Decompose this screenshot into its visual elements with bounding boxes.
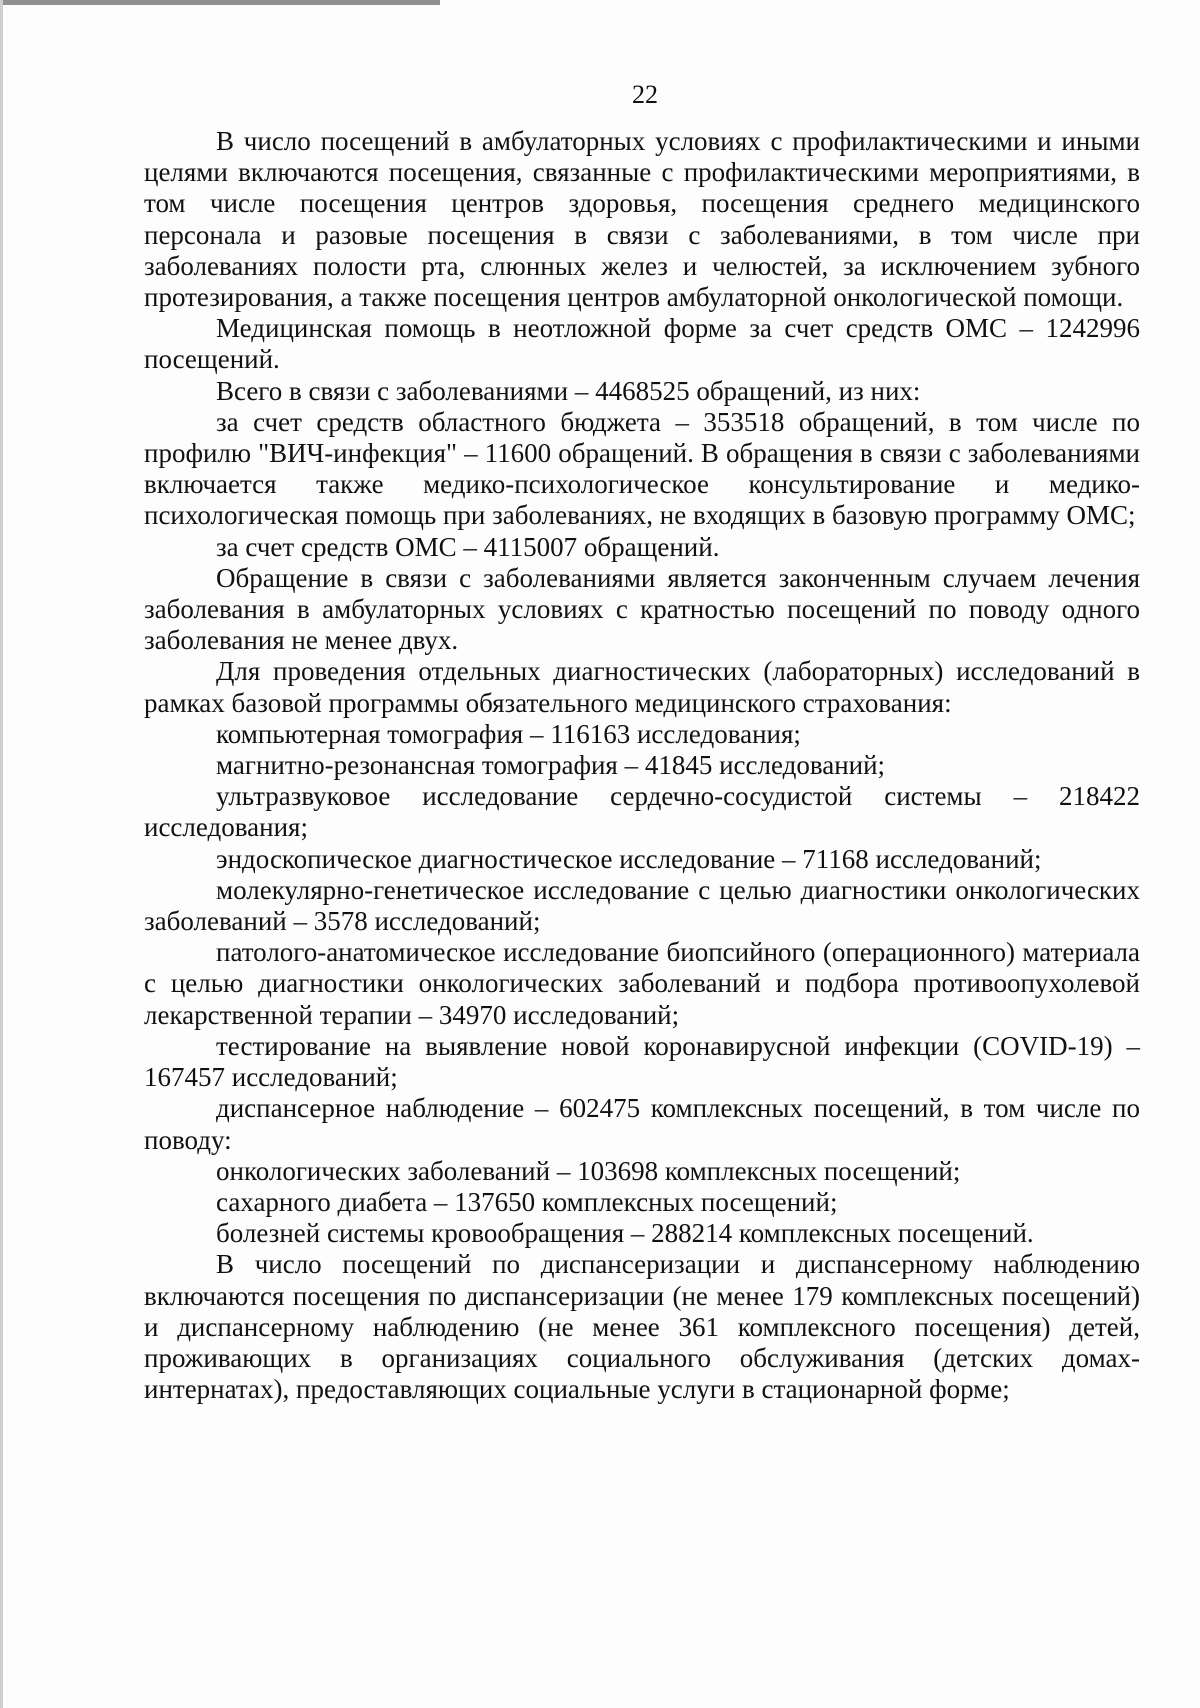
paragraph: В число посещений по диспансеризации и диспансерному наблюдению включаются посещения по диспансеризации (не менее 179 комплексных посещений) и диспансерному наблюдению (не менее 361 комплексного посещения) детей, проживающих в организациях социального обслуживания (детских домах-интернатах), предоставляющих социальные услуги в стационарной форме; bbox=[144, 1249, 1140, 1405]
document-body bbox=[144, 126, 1140, 1405]
list-item: сахарного диабета – 137650 комплексных посещений; bbox=[216, 1186, 838, 1217]
list-item: молекулярно-генетическое исследование с целью диагностики онкологических заболеваний – 3578 исследований; bbox=[144, 874, 1140, 937]
scan-edge-top bbox=[0, 0, 440, 5]
list-item: патолого-анатомическое исследование биопсийного (операционного) материала с целью диагностики онкологических заболеваний и подбора противоопухолевой лекарственной терапии – 34970 исследований; bbox=[144, 937, 1140, 1030]
list-item: ультразвуковое исследование сердечно-сосудистой системы – 218422 исследования; bbox=[144, 781, 1140, 843]
list-item: болезней системы кровообращения – 288214 комплексных посещений. bbox=[216, 1218, 1034, 1249]
scan-edge-left bbox=[0, 0, 3, 1708]
list-item: тестирование на выявление новой коронавирусной инфекции (COVID-19) – 167457 исследований; bbox=[144, 1030, 1140, 1093]
paragraph: Всего в связи с заболеваниями – 4468525 обращений, из них: bbox=[216, 375, 921, 406]
paragraph: Для проведения отдельных диагностических (лабораторных) исследований в рамках базовой программы обязательного медицинского страхования: bbox=[144, 656, 1140, 718]
paragraph: В число посещений в амбулаторных условиях с профилактическими и иными целями включаются посещения, связанные с профилактическими мероприятиями, в том числе посещения центров здоровья, посещения среднего медицинского персонала и разовые посещения в связи с заболеваниями, в том числе при заболеваниях полости рта, слюнных желез и челюстей, за исключением зубного протезирования, а также посещения центров амбулаторной онкологической помощи. bbox=[144, 126, 1140, 313]
list-item: магнитно-резонансная томография – 41845 исследований; bbox=[216, 750, 886, 781]
list-item: компьютерная томография – 116163 исследования; bbox=[216, 718, 801, 749]
list-item: эндоскопическое диагностическое исследование – 71168 исследований; bbox=[216, 843, 1042, 874]
paragraph: Обращение в связи с заболеваниями является законченным случаем лечения заболевания в амбулаторных условиях с кратностью посещений по поводу одного заболевания не менее двух. bbox=[144, 562, 1140, 656]
paragraph: Медицинская помощь в неотложной форме за счет средств ОМС – 1242996 посещений. bbox=[144, 313, 1140, 375]
page-number: 22 bbox=[632, 80, 658, 109]
paragraph: за счет средств ОМС – 4115007 обращений. bbox=[216, 531, 720, 562]
paragraph: за счет средств областного бюджета – 353518 обращений, в том числе по профилю "ВИЧ-инфекция" – 11600 обращений. В обращения в связи с заболеваниями включается также медико-психологическое консультирование и медико-психологическая помощь при заболеваниях, не входящих в базовую программу ОМС; bbox=[144, 406, 1140, 531]
list-item: онкологических заболеваний – 103698 комплексных посещений; bbox=[216, 1155, 961, 1186]
list-item: диспансерное наблюдение – 602475 комплексных посещений, в том числе по поводу: bbox=[144, 1093, 1140, 1155]
